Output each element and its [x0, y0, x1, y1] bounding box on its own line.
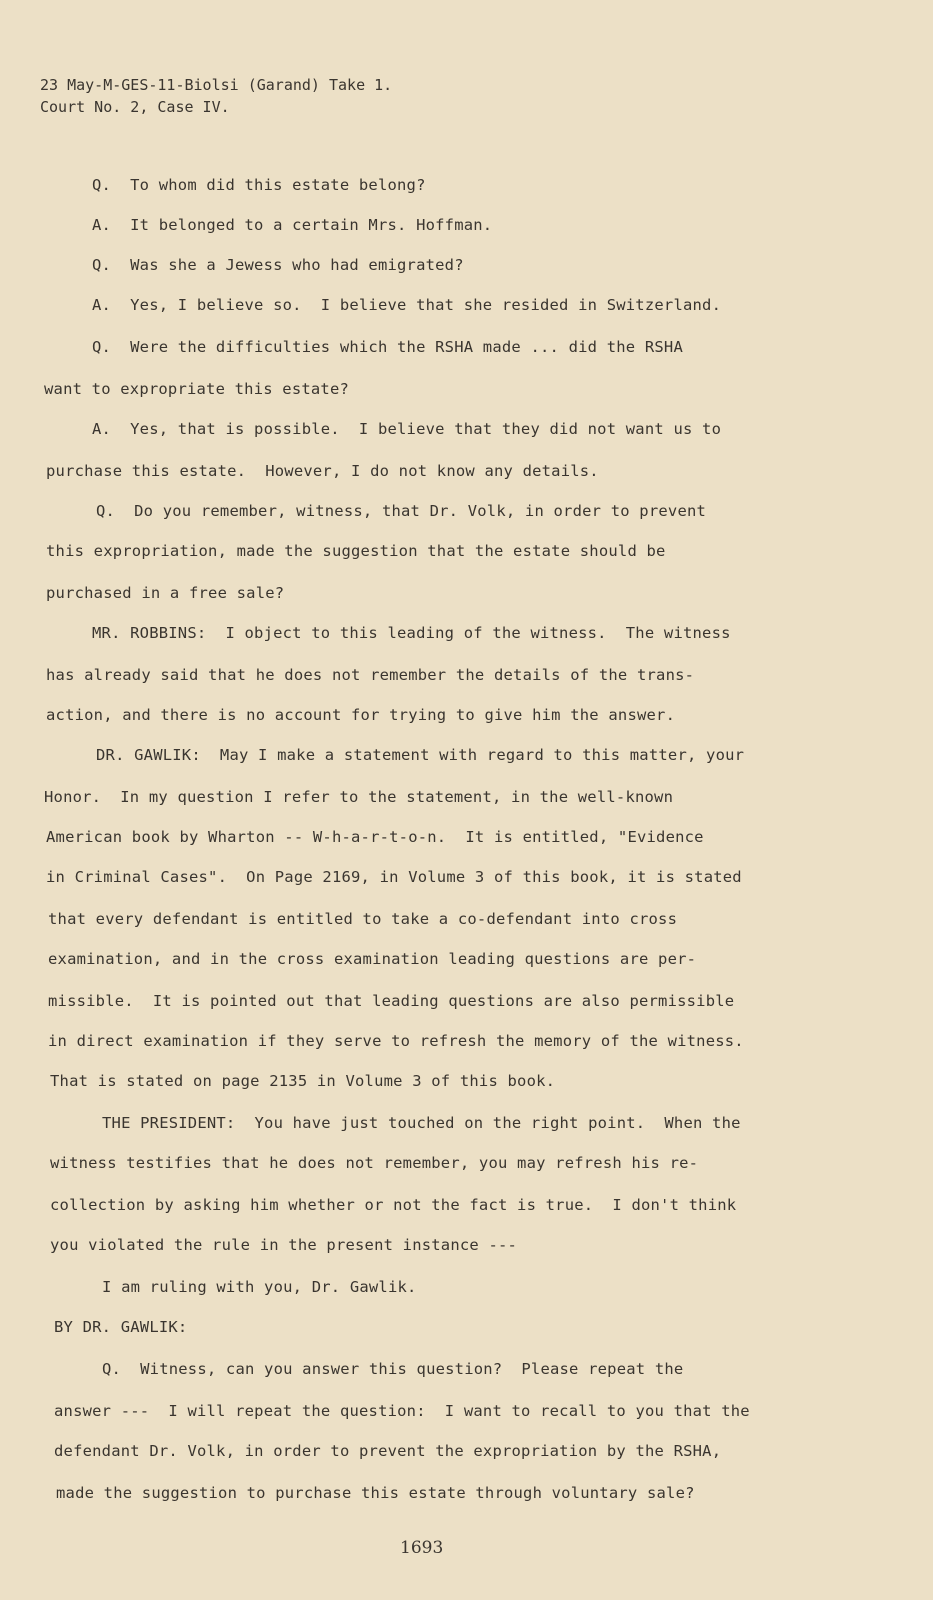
text-line: Q. Were the difficulties which the RSHA made ... did the RSHA — [92, 338, 683, 356]
text-line: purchased in a free sale? — [46, 584, 285, 602]
text-line: A. It belonged to a certain Mrs. Hoffman. — [92, 216, 493, 234]
page-number: 1693 — [400, 1538, 444, 1558]
text-line: MR. ROBBINS: I object to this leading of the witness. The witness — [92, 624, 731, 642]
text-line: A. Yes, that is possible. I believe that they did not want us to — [92, 420, 722, 438]
text-line: purchase this estate. However, I do not know any details. — [46, 462, 599, 480]
text-line: DR. GAWLIK: May I make a statement with regard to this matter, your — [96, 746, 745, 764]
header-line-2: Court No. 2, Case IV. — [40, 98, 230, 116]
text-line: examination, and in the cross examination leading questions are per- — [48, 950, 697, 968]
header-line-1: 23 May-M-GES-11-Biolsi (Garand) Take 1. — [40, 76, 393, 94]
text-line: collection by asking him whether or not the fact is true. I don't think — [50, 1196, 737, 1214]
text-line: defendant Dr. Volk, in order to prevent the expropriation by the RSHA, — [54, 1442, 722, 1460]
text-line: you violated the rule in the present instance --- — [50, 1236, 518, 1254]
text-line: witness testifies that he does not remember, you may refresh his re- — [50, 1154, 699, 1172]
text-line: answer --- I will repeat the question: I want to recall to you that the — [54, 1402, 750, 1420]
document-header — [40, 74, 392, 118]
text-line: Q. Witness, can you answer this question? Please repeat the — [102, 1360, 684, 1378]
text-line: THE PRESIDENT: You have just touched on the right point. When the — [102, 1114, 741, 1132]
text-line: Q. To whom did this estate belong? — [92, 176, 426, 194]
text-line: missible. It is pointed out that leading questions are also permissible — [48, 992, 735, 1010]
text-line: Honor. In my question I refer to the statement, in the well-known — [44, 788, 674, 806]
text-line: That is stated on page 2135 in Volume 3 of this book. — [50, 1072, 556, 1090]
text-line: that every defendant is entitled to take a co-defendant into cross — [48, 910, 678, 928]
text-line: BY DR. GAWLIK: — [54, 1318, 188, 1336]
text-line: want to expropriate this estate? — [44, 380, 350, 398]
text-line: Q. Do you remember, witness, that Dr. Volk, in order to prevent — [96, 502, 707, 520]
text-line: made the suggestion to purchase this estate through voluntary sale? — [56, 1484, 695, 1502]
text-line: I am ruling with you, Dr. Gawlik. — [102, 1278, 417, 1296]
text-line: A. Yes, I believe so. I believe that she resided in Switzerland. — [92, 296, 722, 314]
text-line: action, and there is no account for trying to give him the answer. — [46, 706, 676, 724]
text-line: Q. Was she a Jewess who had emigrated? — [92, 256, 464, 274]
text-line: in Criminal Cases". On Page 2169, in Volume 3 of this book, it is stated — [46, 868, 742, 886]
text-line: has already said that he does not remember the details of the trans- — [46, 666, 695, 684]
text-line: in direct examination if they serve to refresh the memory of the witness. — [48, 1032, 744, 1050]
text-line: this expropriation, made the suggestion that the estate should be — [46, 542, 666, 560]
text-line: American book by Wharton -- W-h-a-r-t-o-n. It is entitled, "Evidence — [46, 828, 704, 846]
